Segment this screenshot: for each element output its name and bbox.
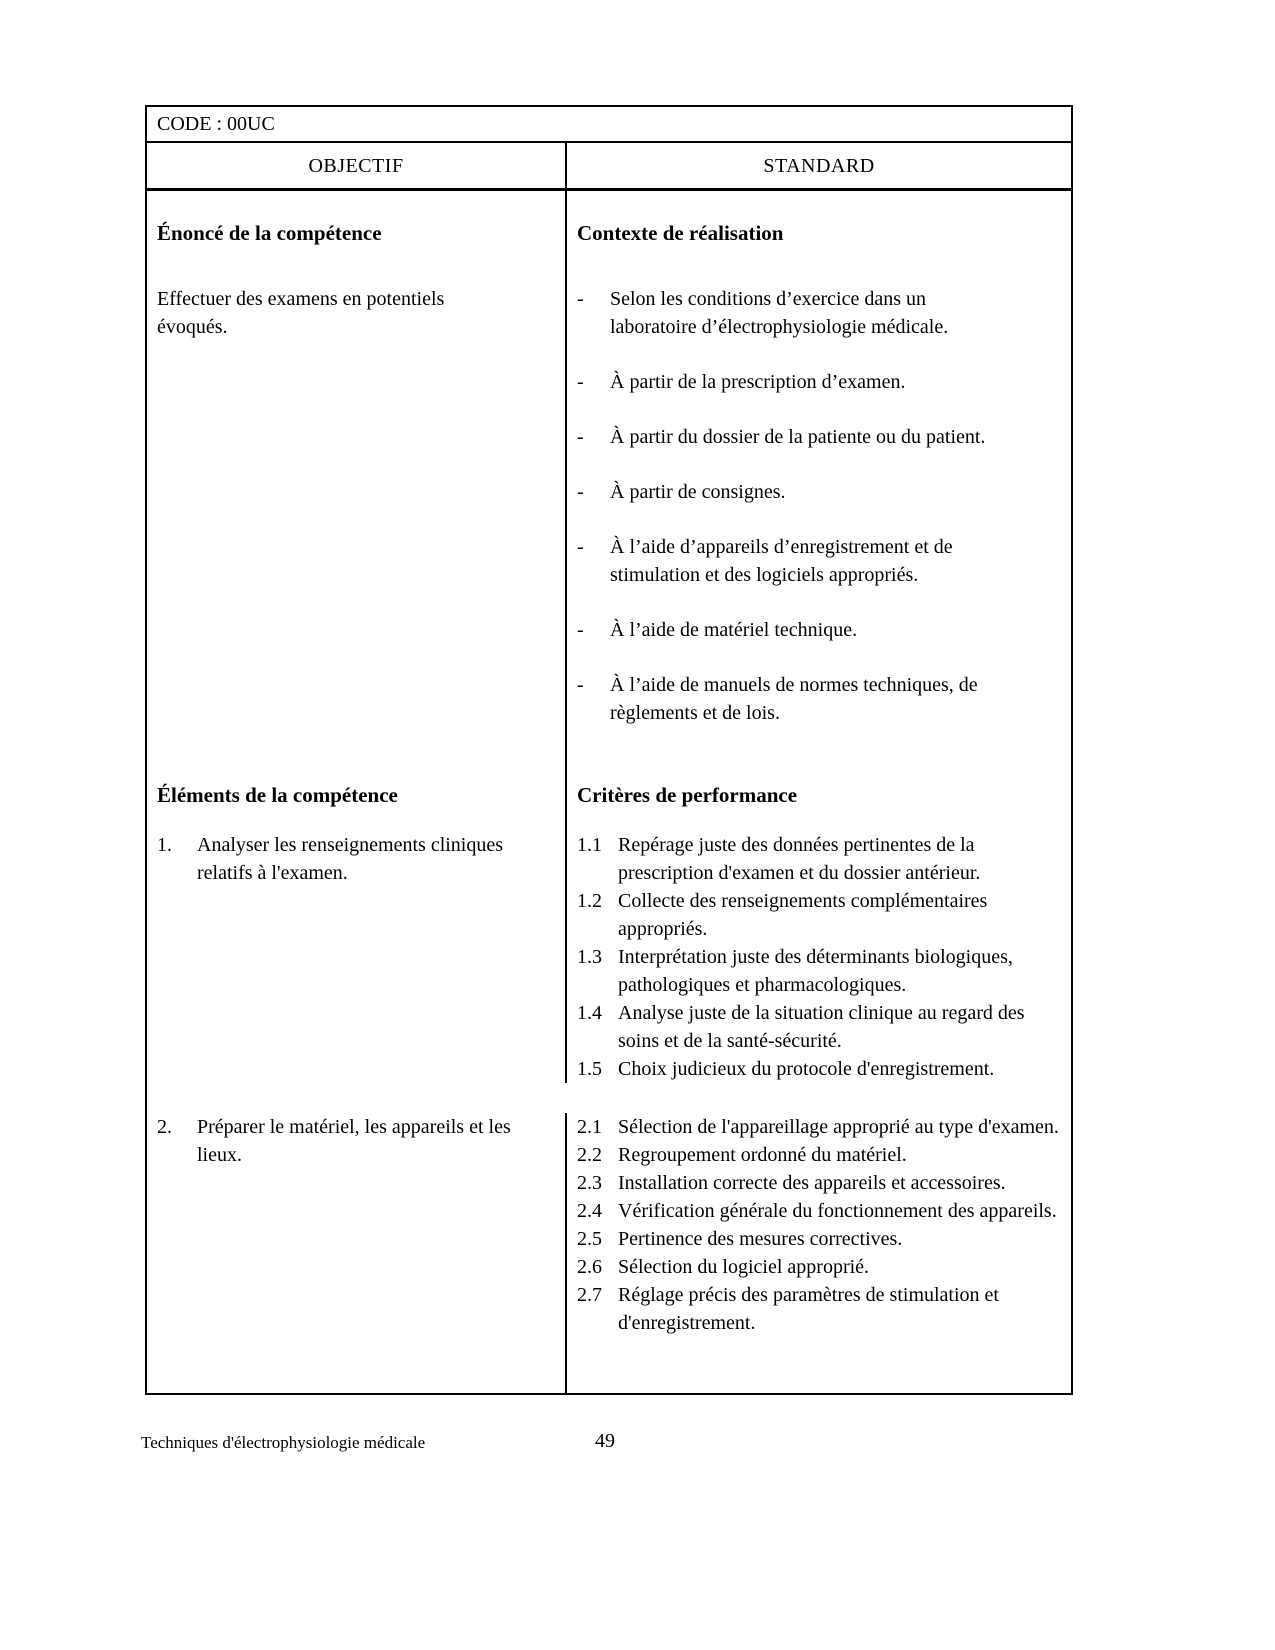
bullet-text: À partir de consignes. bbox=[610, 481, 786, 503]
context-bullet bbox=[577, 285, 1016, 341]
code-row bbox=[147, 107, 1071, 143]
code-label: CODE : 00UC bbox=[157, 113, 275, 135]
criterion-number: 1.5 bbox=[577, 1058, 602, 1080]
element-row-2 bbox=[147, 1113, 1071, 1393]
elements-heading: Éléments de la compétence bbox=[157, 783, 398, 807]
criterion-number: 2.2 bbox=[577, 1144, 602, 1166]
criterion-number: 2.4 bbox=[577, 1200, 602, 1222]
context-bullet bbox=[577, 423, 1016, 451]
criteres-right-cell bbox=[567, 781, 1071, 831]
criterion-row bbox=[577, 1169, 1059, 1197]
criterion-text: Repérage juste des données pertinentes de la prescription d'examen et du dossier antérieur. bbox=[618, 834, 981, 884]
section-elements bbox=[147, 781, 1071, 1393]
criterion-number: 2.3 bbox=[577, 1172, 602, 1194]
bullet-dash: - bbox=[577, 481, 584, 503]
context-bullet bbox=[577, 368, 1016, 396]
criterion-number: 2.7 bbox=[577, 1284, 602, 1306]
criterion-row bbox=[577, 887, 1059, 943]
page-number: 49 bbox=[595, 1430, 615, 1452]
competence-left-cell bbox=[147, 191, 567, 781]
criterion-row bbox=[577, 1141, 1059, 1169]
bullet-dash: - bbox=[577, 288, 584, 310]
element-1-cell bbox=[147, 831, 567, 1083]
criterion-row bbox=[577, 943, 1059, 999]
context-bullet bbox=[577, 671, 1016, 727]
criterion-number: 1.4 bbox=[577, 1002, 602, 1024]
criterion-text: Regroupement ordonné du matériel. bbox=[618, 1144, 907, 1166]
criterion-row bbox=[577, 831, 1059, 887]
criterion-row bbox=[577, 1225, 1059, 1253]
criterion-number: 1.1 bbox=[577, 834, 602, 856]
criterion-row bbox=[577, 1055, 1059, 1083]
bullet-text: À partir de la prescription d’examen. bbox=[610, 371, 906, 393]
criterion-number: 2.1 bbox=[577, 1116, 602, 1138]
criterion-row bbox=[577, 1113, 1059, 1141]
column-header-objectif: OBJECTIF bbox=[147, 143, 567, 188]
criterion-text: Collecte des renseignements complémentaires appropriés. bbox=[618, 890, 988, 940]
bullet-text: À partir du dossier de la patiente ou du patient. bbox=[610, 426, 986, 448]
bullet-text: À l’aide de matériel technique. bbox=[610, 619, 858, 641]
element-item bbox=[157, 1113, 541, 1169]
bullet-dash: - bbox=[577, 674, 584, 696]
elements-items bbox=[147, 831, 1071, 1393]
criterion-number: 2.6 bbox=[577, 1256, 602, 1278]
criterion-number: 1.2 bbox=[577, 890, 602, 912]
criterion-text: Sélection de l'appareillage approprié au type d'examen. bbox=[618, 1116, 1059, 1138]
criterion-text: Sélection du logiciel approprié. bbox=[618, 1256, 870, 1278]
context-bullet bbox=[577, 533, 1016, 589]
criterion-row bbox=[577, 1281, 1059, 1337]
context-bullet bbox=[577, 478, 1016, 506]
bullet-dash: - bbox=[577, 619, 584, 641]
elements-heading-row bbox=[147, 781, 1071, 831]
criterion-text: Vérification générale du fonctionnement des appareils. bbox=[618, 1200, 1057, 1222]
element-text: Analyser les renseignements cliniques relatifs à l'examen. bbox=[197, 834, 504, 884]
criterion-text: Choix judicieux du protocole d'enregistrement. bbox=[618, 1058, 995, 1080]
competence-statement: Effectuer des examens en potentiels évoqués. bbox=[157, 288, 445, 338]
bullet-dash: - bbox=[577, 426, 584, 448]
element-number: 2. bbox=[157, 1116, 172, 1138]
contexte-right-cell bbox=[567, 191, 1071, 781]
criteres-heading: Critères de performance bbox=[577, 783, 798, 807]
criterion-text: Interprétation juste des déterminants biologiques, pathologiques et pharmacologiques. bbox=[618, 946, 1013, 996]
criterion-number: 2.5 bbox=[577, 1228, 602, 1250]
criterion-number: 1.3 bbox=[577, 946, 602, 968]
bullet-text: Selon les conditions d’exercice dans un laboratoire d’électrophysiologie médicale. bbox=[610, 288, 949, 338]
contexte-heading: Contexte de réalisation bbox=[577, 221, 784, 245]
criterion-row bbox=[577, 1197, 1059, 1225]
bullet-dash: - bbox=[577, 371, 584, 393]
criterion-text: Réglage précis des paramètres de stimulation et d'enregistrement. bbox=[618, 1284, 999, 1334]
criterion-row bbox=[577, 999, 1059, 1055]
bullet-text: À l’aide d’appareils d’enregistrement et de stimulation et des logiciels appropriés. bbox=[610, 536, 953, 586]
column-header-standard: STANDARD bbox=[763, 154, 875, 177]
criteria-1-cell bbox=[567, 831, 1071, 1083]
criterion-text: Installation correcte des appareils et accessoires. bbox=[618, 1172, 1006, 1194]
competency-table bbox=[145, 105, 1073, 1395]
section-competence bbox=[147, 191, 1071, 781]
bullet-dash: - bbox=[577, 536, 584, 558]
context-bullet bbox=[577, 616, 1016, 644]
criterion-text: Pertinence des mesures correctives. bbox=[618, 1228, 903, 1250]
bullet-text: À l’aide de manuels de normes techniques, de règlements et de lois. bbox=[610, 674, 978, 724]
criterion-row bbox=[577, 1253, 1059, 1281]
elements-left-cell bbox=[147, 781, 567, 831]
element-text: Préparer le matériel, les appareils et les lieux. bbox=[197, 1116, 511, 1166]
footer-document-title: Techniques d'électrophysiologie médicale bbox=[141, 1433, 426, 1452]
element-row-1 bbox=[147, 831, 1071, 1083]
element-2-cell bbox=[147, 1113, 567, 1393]
criteria-2-cell bbox=[567, 1113, 1071, 1393]
element-number: 1. bbox=[157, 834, 172, 856]
column-header-row bbox=[147, 143, 1071, 191]
criterion-text: Analyse juste de la situation clinique au regard des soins et de la santé-sécurité. bbox=[618, 1002, 1025, 1052]
enonce-heading: Énoncé de la compétence bbox=[157, 221, 382, 245]
element-item bbox=[157, 831, 541, 887]
